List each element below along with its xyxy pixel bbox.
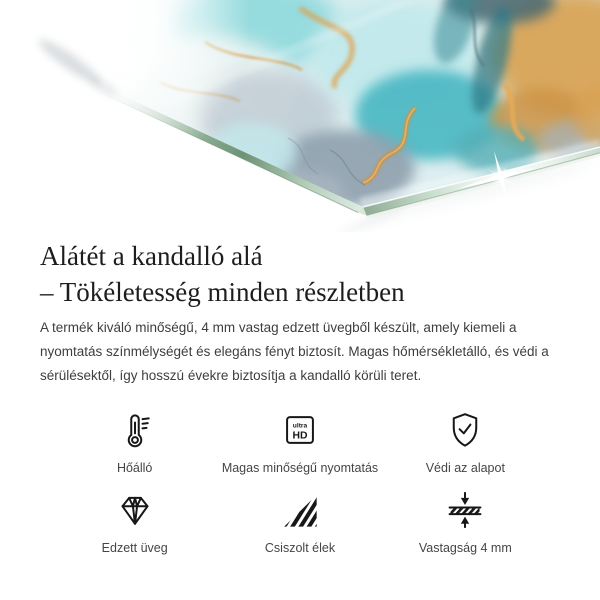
feature-label: Magas minőségű nyomtatás (221, 461, 379, 475)
feature-heat-resistant (52, 410, 217, 476)
feature-label: Csiszolt élek (264, 541, 336, 555)
feature-tempered-glass (52, 490, 217, 556)
page-title (40, 238, 560, 310)
thickness-arrows-icon (445, 490, 485, 530)
feature-label: Vastagság 4 mm (418, 541, 512, 555)
feature-base-protection (383, 410, 548, 476)
feature-thickness (383, 490, 548, 556)
polished-edges-icon (280, 490, 320, 530)
product-photo (0, 0, 600, 232)
content-section (0, 238, 600, 556)
diamond-icon (115, 490, 155, 530)
ultra-hd-icon (280, 410, 320, 450)
features-grid (52, 410, 548, 556)
shield-check-icon (445, 410, 485, 450)
feature-print-quality (217, 410, 382, 476)
ultra-hd-badge-bottom: HD (292, 430, 308, 442)
ultra-hd-badge-top: ultra (292, 422, 308, 430)
product-description: A termék kiváló minőségű, 4 mm vastag edzett üvegből készült, amely kiemeli a nyomtatás színmélységét és elegáns fényt biztosít. Magas hőmérsékletálló, és védi a sérülésektől, így hosszú évekre biztosítja a kandalló körüli teret. (40, 320, 549, 383)
glass-panel-photo (0, 0, 600, 232)
feature-label: Edzett üveg (101, 541, 168, 555)
feature-label: Védi az alapot (425, 461, 505, 475)
feature-polished-edges (217, 490, 382, 556)
feature-label: Hőálló (116, 461, 153, 475)
thermometer-icon (115, 410, 155, 450)
title-line-1: Alátét a kandalló alá (40, 241, 263, 271)
title-line-2: – Tökéletesség minden részletben (40, 277, 405, 307)
